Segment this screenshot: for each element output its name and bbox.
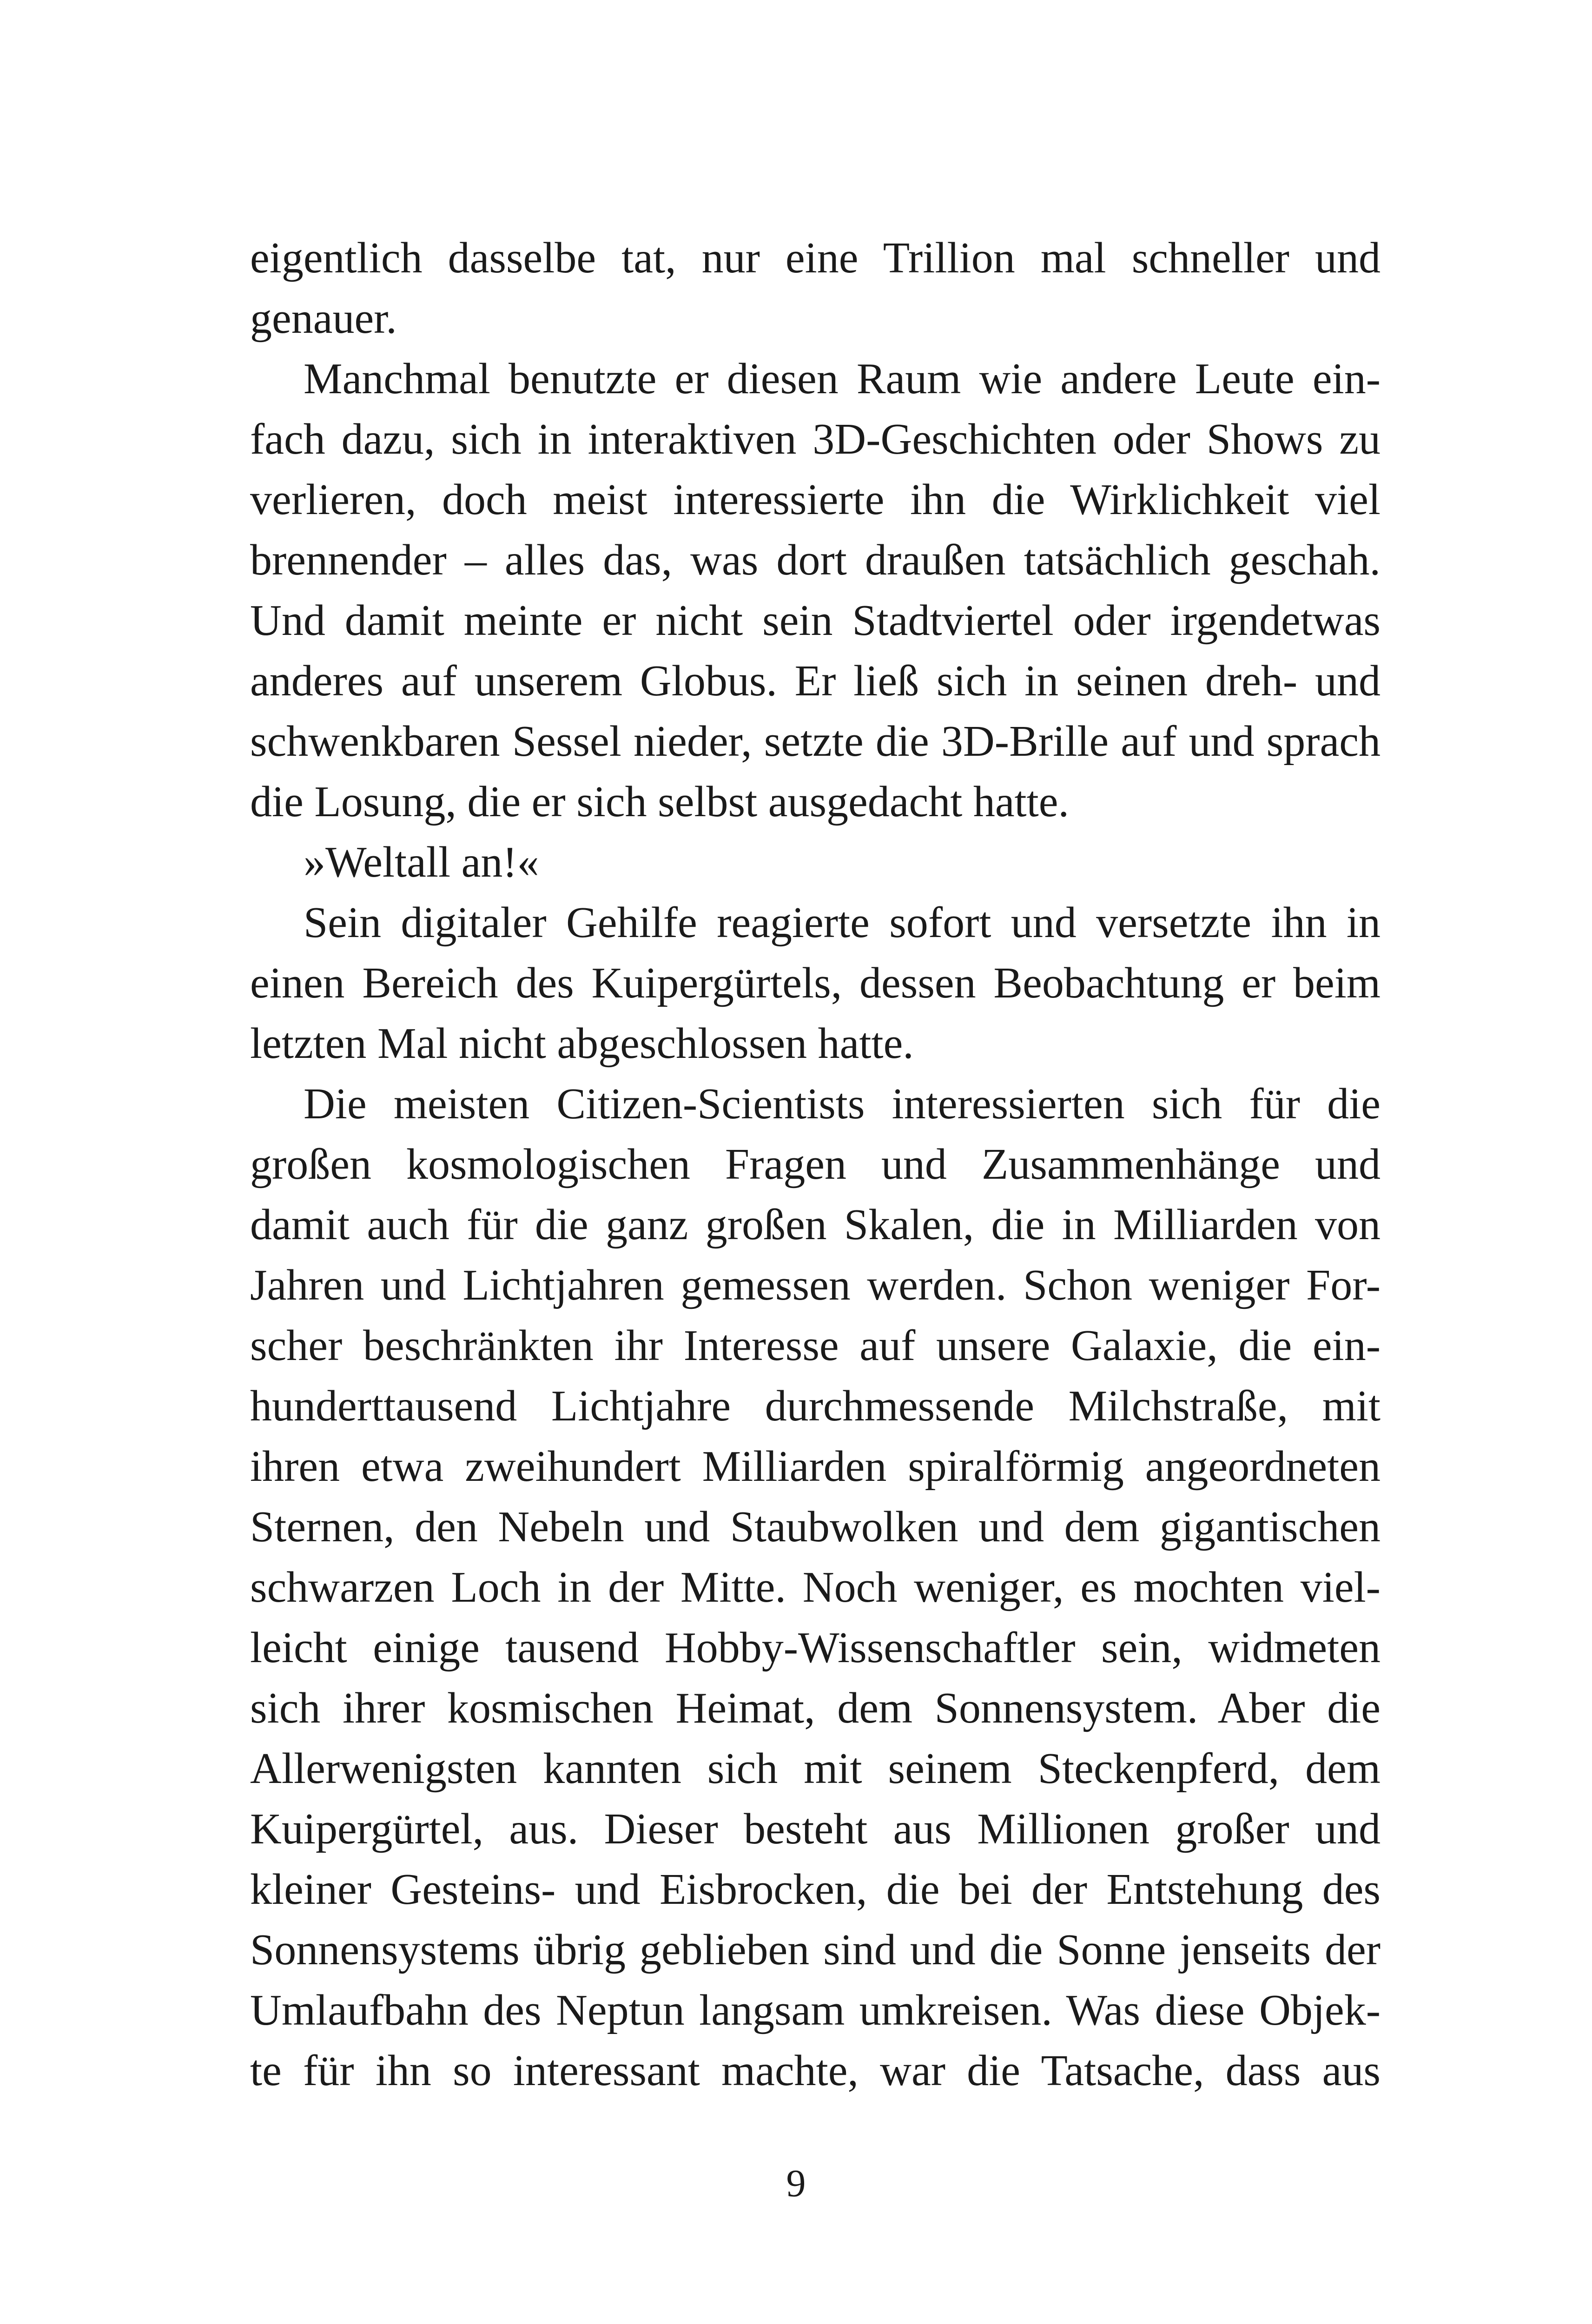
body-text [250, 228, 1381, 2101]
text-line: großen kosmologischen Fragen und Zusammenhänge und [250, 1140, 1381, 1188]
text-line: verlieren, doch meist interessierte ihn die Wirklichkeit viel [250, 475, 1381, 524]
text-line: letzten Mal nicht abgeschlossen hatte. [250, 1019, 914, 1068]
text-line: schwenkbaren Sessel nieder, setzte die 3D-Brille auf und sprach [250, 717, 1381, 766]
text-line: eigentlich dasselbe tat, nur eine Trillion mal schneller und [250, 234, 1381, 282]
text-line: Kuipergürtel, aus. Dieser besteht aus Millionen großer und [250, 1805, 1381, 1853]
text-line: hunderttausend Lichtjahre durchmessende Milchstraße, mit [250, 1382, 1381, 1430]
text-line: fach dazu, sich in interaktiven 3D-Geschichten oder Shows zu [250, 415, 1381, 463]
text-line: die Losung, die er sich selbst ausgedacht hatte. [250, 778, 1069, 826]
text-line: einen Bereich des Kuipergürtels, dessen Beobachtung er beim [250, 959, 1381, 1007]
text-line: damit auch für die ganz großen Skalen, die in Milliarden von [250, 1201, 1381, 1249]
text-line: Umlaufbahn des Neptun langsam umkreisen. Was diese Objek- [250, 1986, 1381, 2034]
text-line: Sein digitaler Gehilfe reagierte sofort und versetzte ihn in [304, 898, 1381, 947]
text-line: schwarzen Loch in der Mitte. Noch weniger, es mochten viel- [250, 1563, 1381, 1611]
text-line: Und damit meinte er nicht sein Stadtviertel oder irgendetwas [250, 596, 1381, 645]
text-line: Sonnensystems übrig geblieben sind und die Sonne jenseits der [250, 1926, 1381, 1974]
page-number: 9 [786, 2162, 806, 2205]
text-line: Jahren und Lichtjahren gemessen werden. Schon weniger For- [250, 1261, 1381, 1309]
text-line: kleiner Gesteins- und Eisbrocken, die bei der Entstehung des [250, 1865, 1381, 1914]
text-line: Die meisten Citizen-Scientists interessierten sich für die [304, 1080, 1381, 1128]
text-line: leicht einige tausend Hobby-Wissenschaftler sein, widmeten [250, 1624, 1381, 1672]
text-line: ihren etwa zweihundert Milliarden spiralförmig angeordneten [250, 1442, 1381, 1491]
text-line: scher beschränkten ihr Interesse auf unsere Galaxie, die ein- [250, 1321, 1381, 1370]
text-line: te für ihn so interessant machte, war die Tatsache, dass aus [250, 2047, 1381, 2095]
text-line: brennender – alles das, was dort draußen tatsächlich geschah. [250, 536, 1381, 584]
text-line: Sternen, den Nebeln und Staubwolken und dem gigantischen [250, 1503, 1381, 1551]
text-line: genauer. [250, 294, 397, 343]
text-line: sich ihrer kosmischen Heimat, dem Sonnensystem. Aber die [250, 1684, 1381, 1732]
text-line: Allerwenigsten kannten sich mit seinem Steckenpferd, dem [250, 1744, 1381, 1793]
text-line: »Weltall an!« [304, 838, 539, 886]
text-line: Manchmal benutzte er diesen Raum wie andere Leute ein- [304, 355, 1381, 403]
text-line: anderes auf unserem Globus. Er ließ sich in seinen dreh- und [250, 657, 1381, 705]
